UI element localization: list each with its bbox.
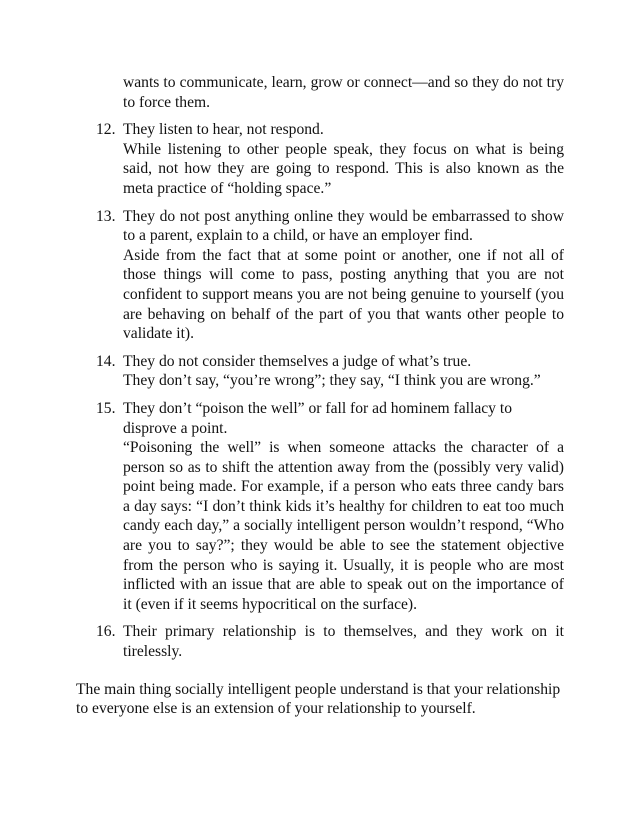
list-item-body: “Poisoning the well” is when someone attacks the character of a person so as to shift the attention away from the (possibly very valid) point being made. For example, if a person who eats three candy bars a day says: “I don’t think kids it’s healthy for children to eat too much candy each day,” a socially intelligent person wouldn’t respond, “Who are you to say?”; they would be able to see the statement objective from the person who is saying it. Usually, it is people who are most inflicted with an issue that are able to speak out on the importance of it (even if it seems hypocritical on the surface). bbox=[123, 439, 564, 613]
list-item-12 bbox=[76, 120, 564, 198]
list-item-title: They listen to hear, not respond. bbox=[123, 121, 324, 139]
list-item-15 bbox=[76, 399, 564, 615]
list-number: 14. bbox=[96, 352, 116, 370]
list-item-body: Aside from the fact that at some point or another, one if not all of those things will come to pass, posting anything that you are not confident to support means you are not being genuine to yourself (you are behaving on behalf of the part of you that wants other people to validate it). bbox=[123, 246, 564, 343]
list-item-title: They don’t “poison the well” or fall for ad hominem fallacy to disprove a point. bbox=[123, 399, 513, 437]
list-item-title: They do not consider themselves a judge of what’s true. bbox=[123, 352, 472, 370]
list-item-body: They don’t say, “you’re wrong”; they say, “I think you are wrong.” bbox=[123, 372, 541, 390]
list-item-14 bbox=[76, 352, 564, 391]
page-content bbox=[76, 73, 564, 719]
list-item-continuation bbox=[76, 73, 564, 112]
list-item-body: While listening to other people speak, they focus on what is being said, not how they are going to respond. This is also known as the meta practice of “holding space.” bbox=[123, 140, 564, 197]
list-number: 16. bbox=[96, 623, 116, 641]
list-item-title: Their primary relationship is to themselves, and they work on it tirelessly. bbox=[123, 623, 564, 661]
list-number: 15. bbox=[96, 399, 116, 417]
list-number: 12. bbox=[96, 121, 116, 139]
list-item-16 bbox=[76, 622, 564, 661]
list-number: 13. bbox=[96, 207, 116, 225]
closing-paragraph: The main thing socially intelligent people understand is that your relationship to everyone else is an extension of your relationship to yourself. bbox=[76, 680, 561, 718]
list-item-title: They do not post anything online they would be embarrassed to show to a parent, explain to a child, or have an employer find. bbox=[123, 207, 564, 245]
continuation-text: wants to communicate, learn, grow or connect—and so they do not try to force them. bbox=[123, 74, 564, 111]
list-item-13 bbox=[76, 207, 564, 344]
